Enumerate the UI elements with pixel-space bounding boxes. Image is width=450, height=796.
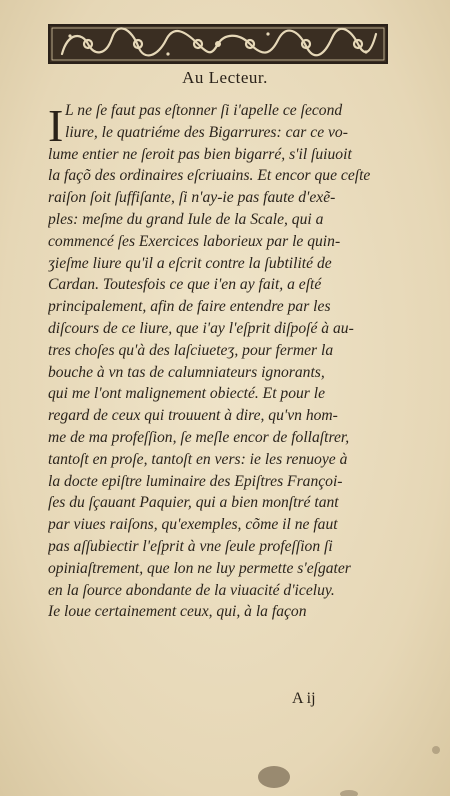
text-line: principalement, afin de faire entendre par les [48,298,331,316]
text-line: bouche à vn tas de calumniateurs ignorants, [48,363,325,381]
text-line: ſes du ſçauant Paquier, qui a bien monſtré tant [48,494,339,512]
text-line: L ne ſe faut pas eſtonner ſi i'apelle ce ſecond [65,102,343,119]
ink-stain [432,746,440,754]
decorative-headpiece [48,24,388,64]
text-line: qui me l'ont malignement obiecté. Et pour le [48,385,326,403]
text-line: regard de ceux qui trouuent à dire, qu'vn hom- [48,407,338,425]
text-line: diſcours de ce liure, que i'ay l'eſprit diſpoſé à au- [48,319,354,337]
signature-mark: A ij [292,690,316,707]
text-line: commencé ſes Exercices laborieux par le quin- [48,232,341,250]
text-line: opiniaſtrement, que lon ne luy permette s'eſgater [48,559,351,577]
ink-stain [258,766,290,788]
text-line: ʒieſme liure qu'il a eſcrit contre la ſubtilité de [48,254,332,272]
text-line: Cardan. Toutesfois ce que i'en ay fait, a eſté [48,276,322,294]
text-line: Ie loue certainement ceux, qui, à la façon [48,603,307,621]
text-line: ples: meſme du grand Iule de la Scale, qui a [48,210,324,228]
text-line: pas aſſubiectir l'eſprit à vne ſeule profeſſion ſi [48,537,333,555]
text-line: la façõ des ordinaires eſcriuains. Et encor que ceſte [48,167,371,185]
text-line: la docte epiſtre luminaire des Epiſtres Françoi- [48,472,343,490]
page-heading: Au Lecteur. [182,68,268,87]
ink-stain [340,790,358,796]
text-line: me de ma profeſſion, ſe meſle encor de follaſtrer, [48,428,350,446]
text-line: tres choſes qu'à des laſciueteʒ, pour fermer la [48,341,334,359]
text-line: par viues raiſons, qu'exemples, cõme il ne faut [48,516,338,534]
text-line: en la ſource abondante de la viuacité d'iceluy. [48,581,335,599]
body-paragraph [48,100,396,623]
text-line: lume entier ne ſeroit pas bien bigarré, s'il ſuiuoit [48,145,352,163]
text-line: liure, le quatriéme des Bigarrures: car ce vo- [65,123,348,141]
text-line: tantoſt en proſe, tantoſt en vers: ie les renuoye à [48,450,348,468]
text-line: raiſon ſoit ſuffiſante, ſi n'ay-ie pas faute d'exẽ- [48,189,336,207]
drop-cap: I [48,100,64,151]
